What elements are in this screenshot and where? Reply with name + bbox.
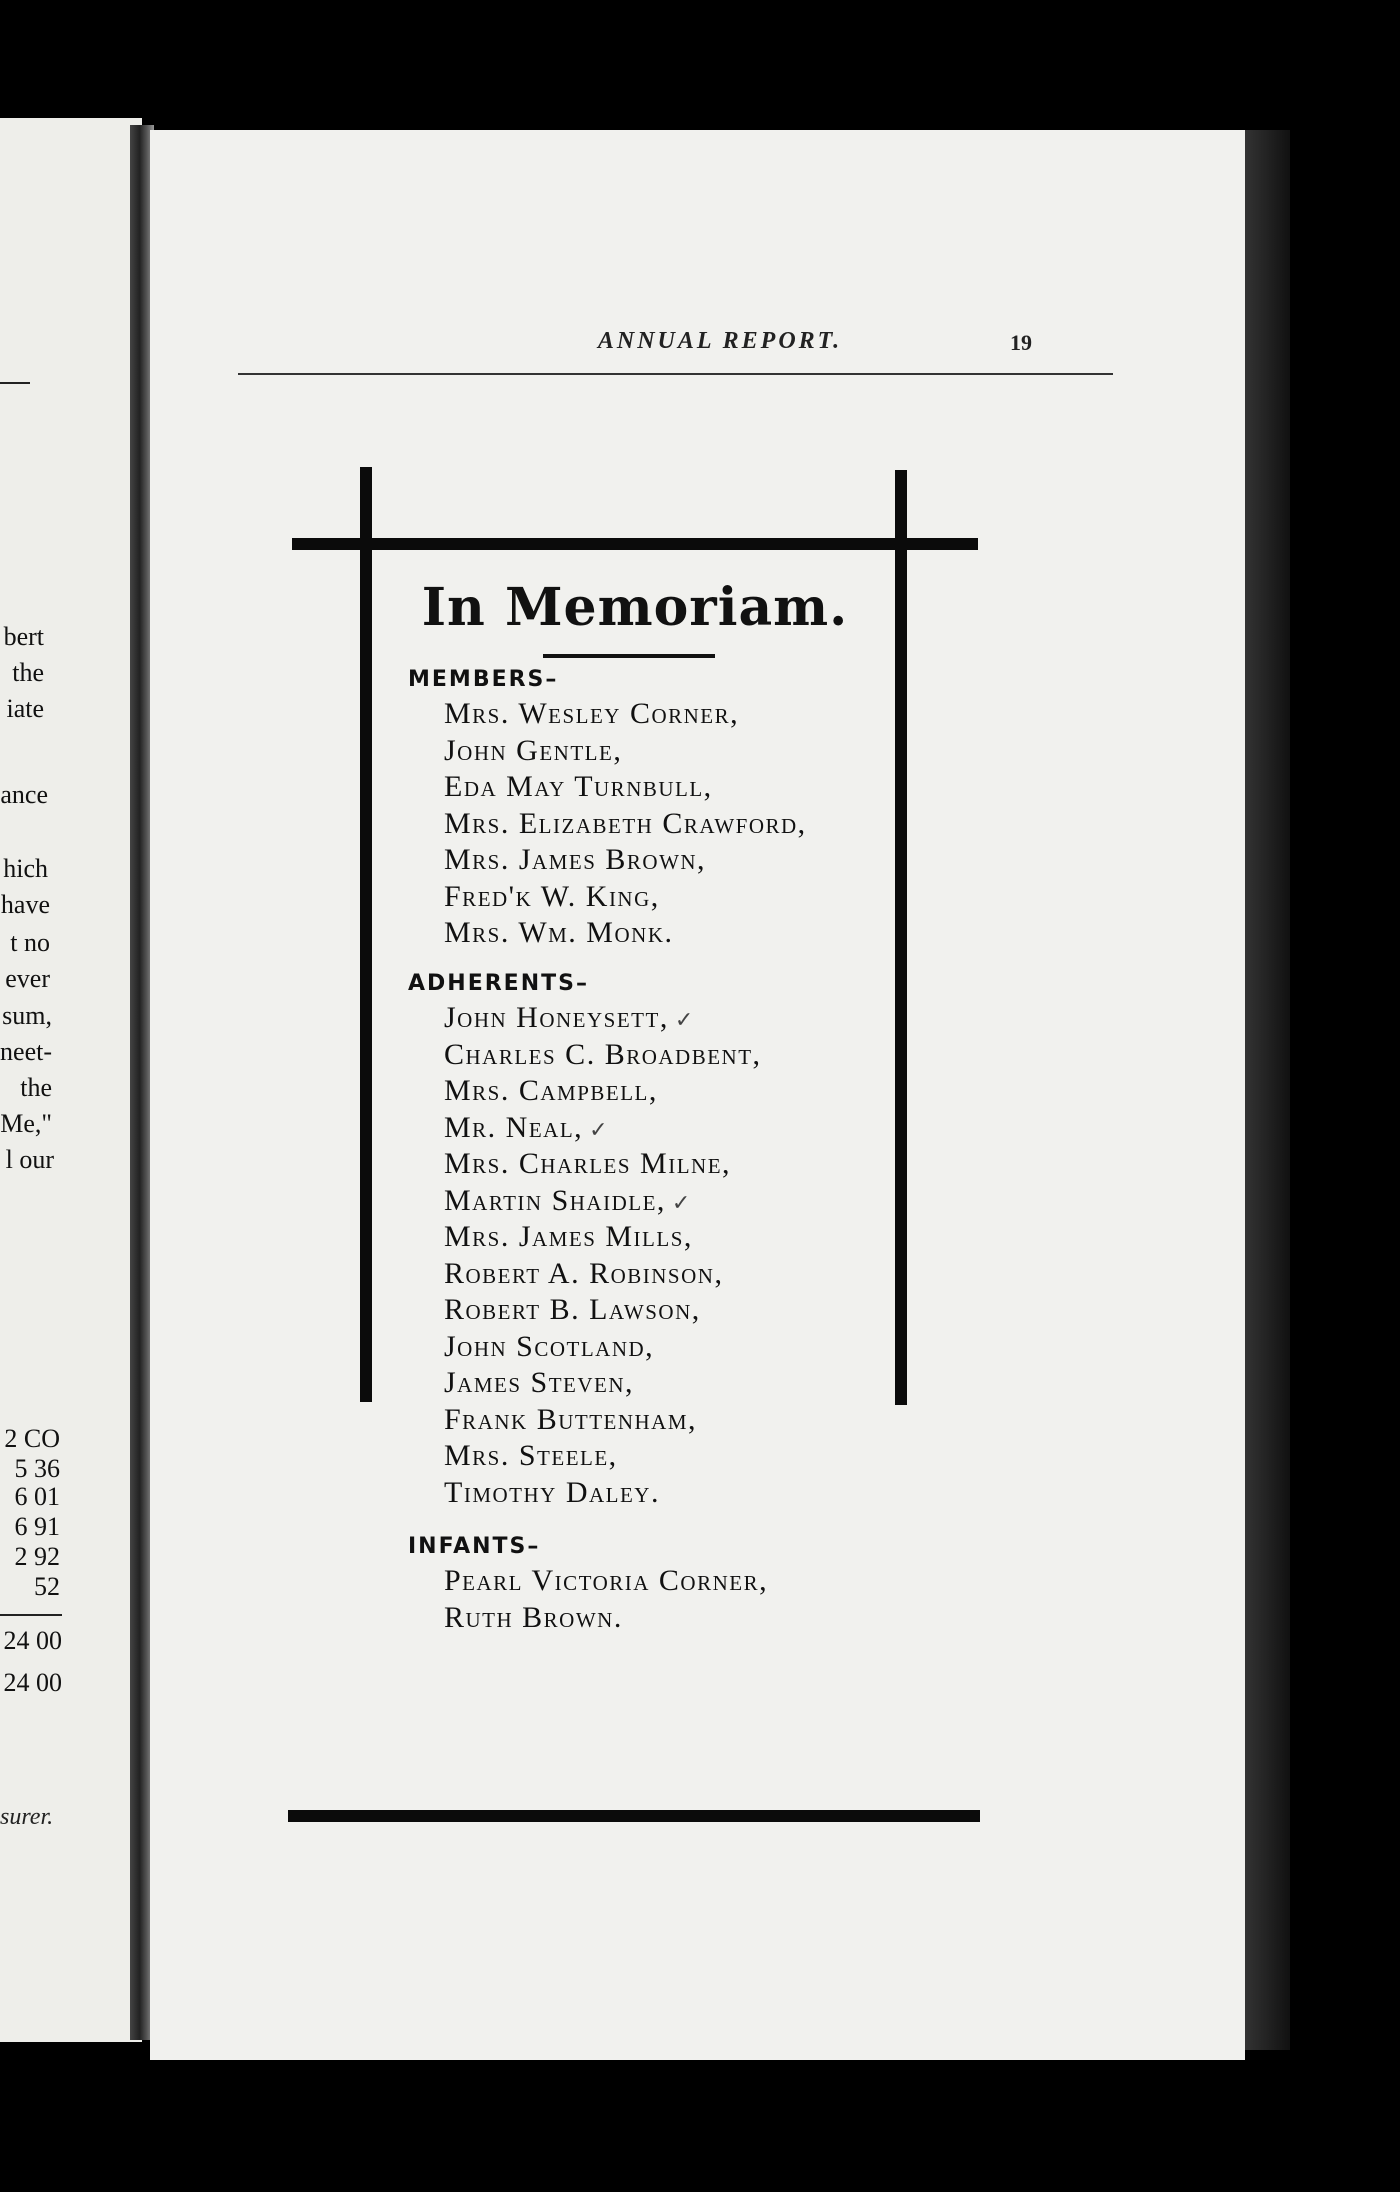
list-item: Fred'k W. King, xyxy=(444,879,660,913)
left-figure: 6 01 xyxy=(14,1482,60,1511)
list-item: Eda May Turnbull, xyxy=(444,770,713,803)
frame-top-bar xyxy=(292,538,978,550)
list-item xyxy=(444,1110,762,1147)
list-item: Timothy Daley. xyxy=(444,1475,660,1509)
checkmark-icon: ✓ xyxy=(674,1008,695,1033)
list-item: James Steven, xyxy=(444,1366,635,1399)
left-head-rule xyxy=(0,382,30,384)
left-figure: 24 00 xyxy=(3,1626,62,1655)
list-item-text: Mr. Neal, xyxy=(444,1110,584,1144)
checkmark-icon: ✓ xyxy=(671,1190,692,1216)
section-label-adherents: ADHERENTS– xyxy=(408,971,589,996)
list-item xyxy=(444,1183,762,1220)
left-text-fragment: l our xyxy=(5,1145,54,1174)
adherents-list xyxy=(444,1000,762,1511)
left-figure: 52 xyxy=(34,1572,60,1601)
left-signature: surer. xyxy=(0,1804,54,1830)
left-figure: 24 00 xyxy=(3,1668,62,1697)
left-figure: 6 91 xyxy=(14,1512,60,1541)
left-figure: 2 CO xyxy=(4,1424,60,1453)
list-item: John Gentle, xyxy=(444,733,623,767)
left-text-fragment: Me," xyxy=(0,1109,52,1138)
report-page xyxy=(150,130,1245,2060)
section-label-members: MEMBERS– xyxy=(408,667,559,692)
infants-list xyxy=(444,1563,768,1636)
page-number: 19 xyxy=(1010,330,1032,355)
left-text-fragment: sum, xyxy=(2,1001,52,1030)
left-total-rule xyxy=(0,1614,62,1616)
list-item: Mrs. Charles Milne, xyxy=(444,1147,732,1180)
left-text-fragment: the xyxy=(20,1073,52,1102)
list-item: Mrs. James Mills, xyxy=(444,1220,693,1253)
list-item: Frank Buttenham, xyxy=(444,1402,698,1436)
list-item: Mrs. James Brown, xyxy=(444,843,707,876)
list-item: Mrs. Wesley Corner, xyxy=(444,697,740,730)
left-text-fragment: ever xyxy=(5,964,50,993)
left-text-fragment: neet- xyxy=(0,1037,52,1066)
left-text-fragment: ance xyxy=(0,780,48,809)
list-item: Pearl Victoria Corner, xyxy=(444,1564,769,1597)
previous-page-fragment xyxy=(0,118,142,2042)
list-item: Robert B. Lawson, xyxy=(444,1293,701,1326)
title-underline xyxy=(543,654,715,658)
left-text-fragment: have xyxy=(0,890,50,919)
left-text-fragment: iate xyxy=(6,694,44,723)
list-item: Mrs. Elizabeth Crawford, xyxy=(444,806,807,840)
left-text-fragment: the xyxy=(12,658,44,687)
left-figure: 2 92 xyxy=(14,1542,60,1571)
list-item: Mrs. Wm. Monk. xyxy=(444,916,674,949)
page-edge-shadow xyxy=(1245,130,1290,2050)
list-item: John Scotland, xyxy=(444,1329,655,1363)
left-text-fragment: bert xyxy=(3,622,44,651)
list-item-text: Martin Shaidle, xyxy=(444,1183,666,1217)
members-list xyxy=(444,696,807,952)
frame-bottom-bar xyxy=(288,1810,980,1822)
header-rule xyxy=(238,373,1113,375)
checkmark-icon: ✓ xyxy=(589,1117,610,1143)
memorial-title: In Memoriam. xyxy=(421,577,849,638)
list-item-text: John Honeysett, xyxy=(444,1001,669,1034)
list-item: Robert A. Robinson, xyxy=(444,1256,724,1290)
section-label-infants: INFANTS– xyxy=(408,1534,541,1559)
list-item xyxy=(444,1000,762,1037)
running-title: ANNUAL REPORT. xyxy=(597,328,843,354)
list-item: Charles C. Broadbent, xyxy=(444,1037,762,1071)
list-item: Mrs. Steele, xyxy=(444,1439,618,1472)
left-figure: 5 36 xyxy=(14,1454,60,1483)
left-text-fragment: hich xyxy=(3,854,48,883)
list-item: Mrs. Campbell, xyxy=(444,1074,658,1107)
left-text-fragment: t no xyxy=(10,928,50,957)
list-item: Ruth Brown. xyxy=(444,1600,623,1634)
